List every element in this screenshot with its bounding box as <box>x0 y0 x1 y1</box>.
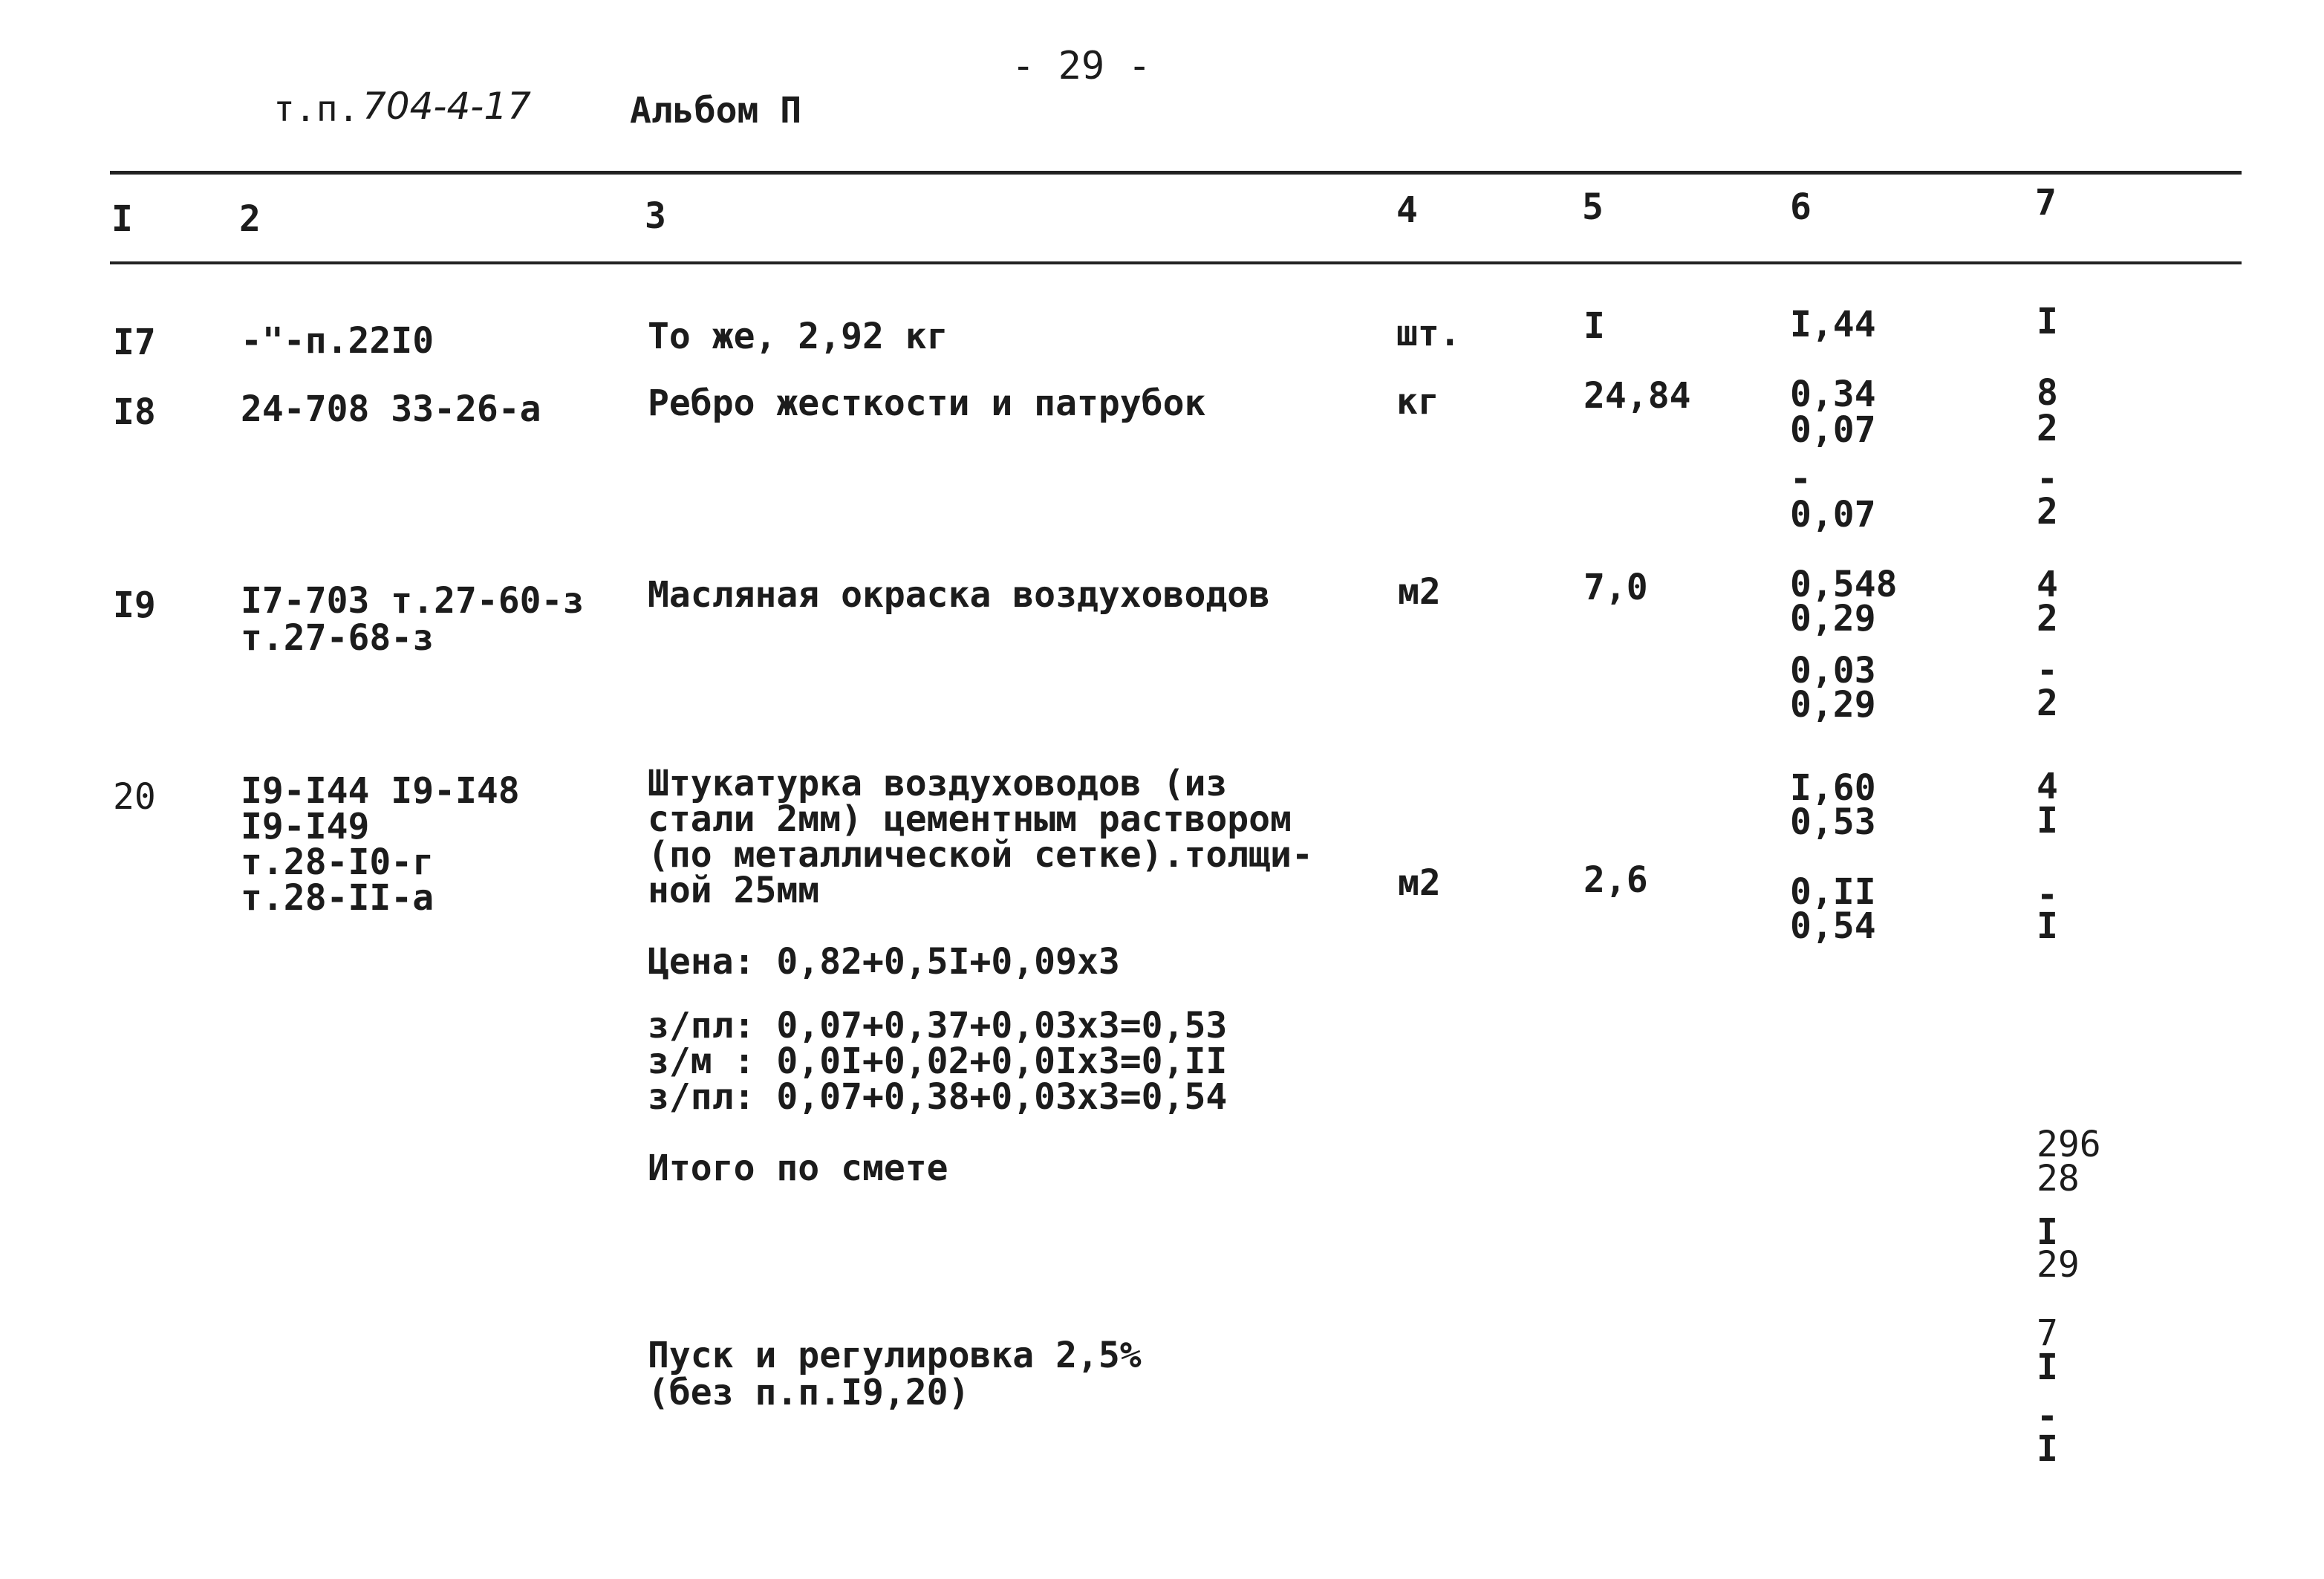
startup-value: - <box>2037 1396 2058 1437</box>
estimate-total-label: Итого по смете <box>648 1147 948 1189</box>
row-price: 0,29 <box>1790 684 1876 726</box>
row-total: 2 <box>2037 491 2058 533</box>
row-total: 2 <box>2037 408 2058 449</box>
row-code: I9-I44 I9-I48 <box>241 770 520 812</box>
album-label: Альбом П <box>630 90 802 131</box>
row-number: I8 <box>113 391 156 433</box>
row-price: 0,34 <box>1790 374 1876 415</box>
row-code: 24-708 33-26-а <box>241 388 541 430</box>
row-total: 8 <box>2037 372 2058 414</box>
column-header-3: 3 <box>645 195 666 237</box>
row-name: (по металлической сетке).толщи- <box>648 834 1313 876</box>
wage-formula: з/пл: 0,07+0,37+0,03х3=0,53 <box>648 1005 1228 1046</box>
total-value: 29 <box>2037 1244 2080 1286</box>
column-header-4: 4 <box>1396 189 1418 231</box>
row-price: 0,07 <box>1790 494 1876 535</box>
column-header-5: 5 <box>1582 186 1604 228</box>
doc-prefix: т.п. <box>273 88 359 130</box>
row-price: 0,548 <box>1790 564 1898 605</box>
startup-label: Пуск и регулировка 2,5% <box>648 1335 1142 1376</box>
row-price: 0,54 <box>1790 905 1876 947</box>
machine-wage-formula: з/м : 0,0I+0,02+0,0Iх3=0,II <box>648 1041 1228 1082</box>
header-bottom-rule <box>110 261 2242 264</box>
row-number: 20 <box>113 776 156 818</box>
row-total: - <box>2037 874 2058 916</box>
row-code: -"-п.22I0 <box>241 320 434 362</box>
column-header-2: 2 <box>239 198 261 240</box>
column-header-6: 6 <box>1790 186 1812 228</box>
row-name: ной 25мм <box>648 870 820 911</box>
row-name: То же, 2,92 кг <box>648 316 948 357</box>
row-code: т.28-I0-г <box>241 841 434 883</box>
total-value: 28 <box>2037 1158 2080 1199</box>
column-header-7: 7 <box>2035 182 2057 224</box>
row-price: 0,53 <box>1790 801 1876 843</box>
row-price: I,44 <box>1790 304 1876 345</box>
row-unit: кг <box>1396 381 1439 423</box>
row-total: I <box>2037 301 2058 342</box>
row-total: - <box>2037 458 2058 500</box>
row-total: 4 <box>2037 766 2058 807</box>
row-total: 4 <box>2037 564 2058 605</box>
price-formula: Цена: 0,82+0,5I+0,09х3 <box>648 941 1120 983</box>
row-price: - <box>1790 458 1812 500</box>
doc-code: 704-4-17 <box>362 85 531 128</box>
row-name: Ребро жесткости и патрубок <box>648 382 1206 424</box>
startup-value: 7 <box>2037 1312 2058 1354</box>
row-price: I,60 <box>1790 767 1876 809</box>
row-number: I9 <box>113 585 156 626</box>
row-price: 0,07 <box>1790 409 1876 451</box>
row-quantity: 24,84 <box>1583 375 1691 417</box>
row-code: т.28-II-а <box>241 877 434 919</box>
startup-note: (без п.п.I9,20) <box>648 1372 970 1413</box>
row-price: 0,II <box>1790 871 1876 913</box>
column-header-1: I <box>111 198 133 240</box>
row-quantity: I <box>1583 305 1605 347</box>
row-total: I <box>2037 800 2058 841</box>
row-quantity: 7,0 <box>1583 567 1648 608</box>
total-value: 296 <box>2037 1124 2101 1165</box>
startup-value: I <box>2037 1428 2058 1470</box>
row-price: 0,29 <box>1790 598 1876 639</box>
total-value: I <box>2037 1211 2058 1253</box>
row-price: 0,03 <box>1790 650 1876 691</box>
row-code: I7-703 т.27-60-з <box>241 580 585 622</box>
row-quantity: 2,6 <box>1583 859 1648 901</box>
row-unit: м2 <box>1398 862 1441 904</box>
row-unit: м2 <box>1398 571 1441 613</box>
row-name: Штукатурка воздуховодов (из <box>648 763 1228 804</box>
wage-formula: з/пл: 0,07+0,38+0,03х3=0,54 <box>648 1076 1228 1118</box>
row-name: Масляная окраска воздуховодов <box>648 574 1271 616</box>
row-total: 2 <box>2037 683 2058 724</box>
row-total: 2 <box>2037 598 2058 639</box>
row-code: I9-I49 <box>241 806 370 847</box>
row-total: I <box>2037 905 2058 947</box>
table-top-rule <box>110 171 2242 175</box>
page-number: - 29 - <box>1012 44 1151 88</box>
row-unit: шт. <box>1396 313 1461 354</box>
row-total: - <box>2037 650 2058 691</box>
row-name: стали 2мм) цементным раствором <box>648 798 1292 840</box>
row-code: т.27-68-з <box>241 617 434 659</box>
startup-value: I <box>2037 1347 2058 1388</box>
row-number: I7 <box>113 322 156 363</box>
